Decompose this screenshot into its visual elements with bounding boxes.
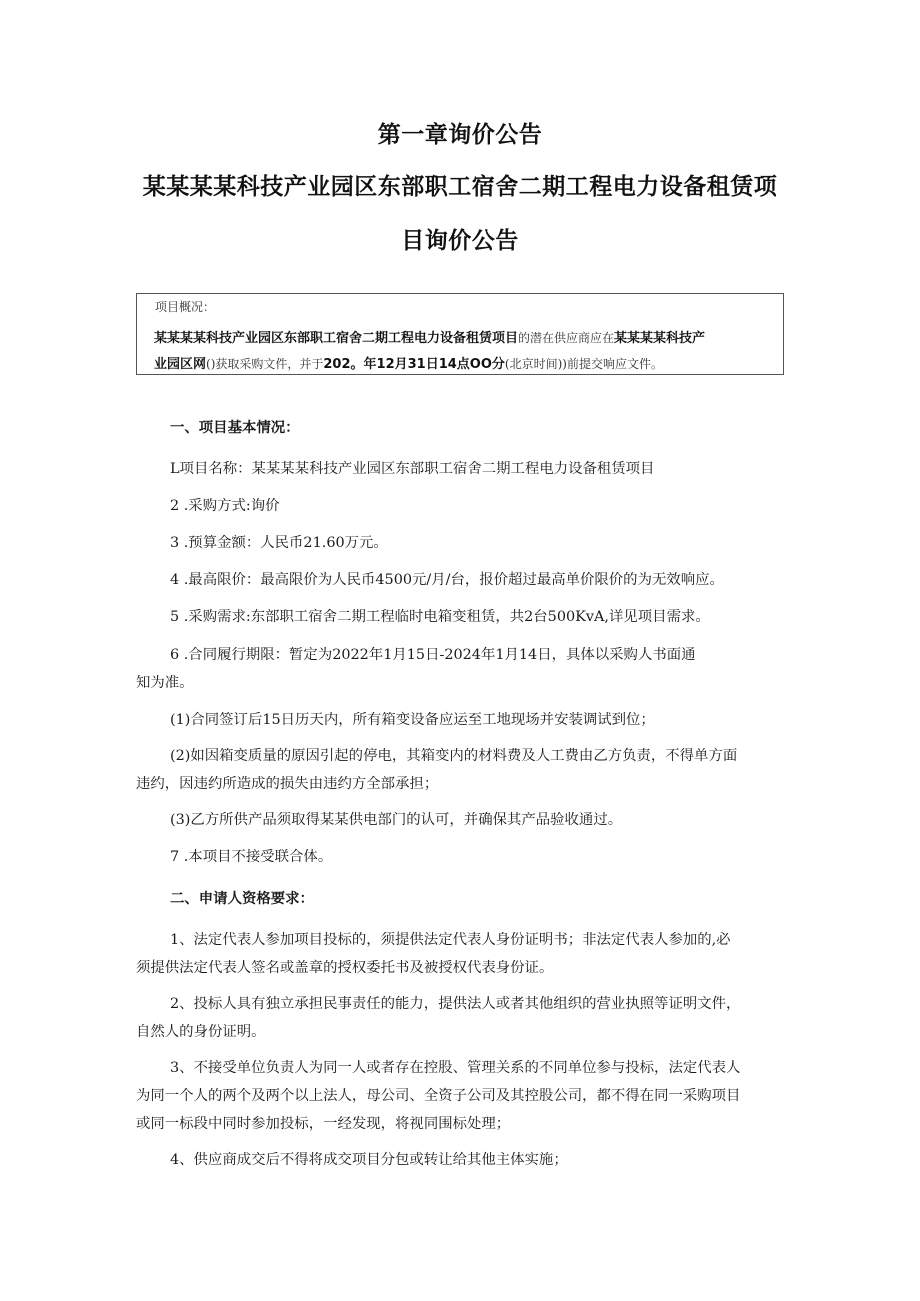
section1-sub3: (3)乙方所供产品须取得某某供电部门的认可，并确保其产品验收通过。 <box>170 812 623 828</box>
section1-item5: 5 .采购需求:东部职工宿舍二期工程临时电箱变租赁，共2台500KvA,详见项目需求。 <box>170 609 710 625</box>
section1-heading: 一、项目基本情况： <box>170 420 300 436</box>
section1-sub2-line1: (2)如因箱变质量的原因引起的停电，其箱变内的材料费及人工费由乙方负责，不得单方面 <box>170 748 738 764</box>
overview-venue-part2: 业园区网 <box>154 357 207 372</box>
project-overview-box <box>136 293 784 375</box>
section1-sub2-line2: 违约，因违约所造成的损失由违约方全部承担； <box>136 776 439 792</box>
section2-req2-line1: 2、投标人具有独立承担民事责任的能力，提供法人或者其他组织的营业执照等证明文件， <box>170 996 741 1012</box>
overview-line1 <box>154 327 705 346</box>
overview-venue-part1: 某某某某科技产 <box>614 331 706 346</box>
overview-project-name: 某某某某科技产业园区东部职工宿舍二期工程电力设备租赁项目 <box>154 331 519 346</box>
section2-req2-line2: 自然人的身份证明。 <box>136 1024 266 1040</box>
section2-req1-line1: 1、法定代表人参加项目投标的，须提供法定代表人身份证明书；非法定代表人参加的,必 <box>170 932 731 948</box>
overview-text-a: 的潜在供应商应在 <box>518 331 615 345</box>
section2-req3-line2: 为同一个人的两个及两个以上法人，母公司、全资子公司及其控股公司，都不得在同一采购项目 <box>136 1088 741 1104</box>
overview-text-b: ()获取采购文件，并于 <box>206 357 324 371</box>
notice-title-line1: 某某某某科技产业园区东部职工宿舍二期工程电力设备租赁项 <box>142 174 778 200</box>
section1-item1: L项目名称：某某某某科技产业园区东部职工宿舍二期工程电力设备租赁项目 <box>170 461 655 477</box>
section1-item4: 4 .最高限价：最高限价为人民币4500元/月/台，报价超过最高单价限价的为无效响应。 <box>170 572 724 588</box>
section1-sub1: (1)合同签订后15日历天内，所有箱变设备应运至工地现场并安装调试到位； <box>170 712 655 728</box>
section1-item2: 2 .采购方式:询价 <box>170 498 280 514</box>
section2-req1-line2: 须提供法定代表人签名或盖章的授权委托书及被授权代表身份证。 <box>136 960 554 976</box>
section2-req4: 4、供应商成交后不得将成交项目分包或转让给其他主体实施； <box>170 1152 568 1168</box>
section2-heading: 二、申请人资格要求： <box>170 891 314 907</box>
section2-req3-line1: 3、不接受单位负责人为同一人或者存在控股、管理关系的不同单位参与投标，法定代表人 <box>170 1060 741 1076</box>
notice-title-line2: 目询价公告 <box>401 228 519 254</box>
overview-deadline: 202。年12月31日14点OO分 <box>323 357 505 372</box>
section1-item3: 3 .预算金额：人民币21.60万元。 <box>170 535 388 551</box>
section1-item6-line2: 知为准。 <box>136 675 194 691</box>
overview-label: 项目概况： <box>155 300 216 314</box>
section2-req3-line3: 或同一标段中同时参加投标，一经发现，将视同围标处理； <box>136 1116 511 1132</box>
chapter-title: 第一章询价公告 <box>377 122 543 148</box>
section1-item7: 7 .本项目不接受联合体。 <box>170 849 333 865</box>
section1-item6-line1: 6 .合同履行期限：暂定为2022年1月15日-2024年1月14日，具体以采购人书面通 <box>170 647 696 663</box>
overview-text-c: (北京时间))前提交响应文件。 <box>504 357 663 371</box>
overview-line2 <box>154 353 663 372</box>
